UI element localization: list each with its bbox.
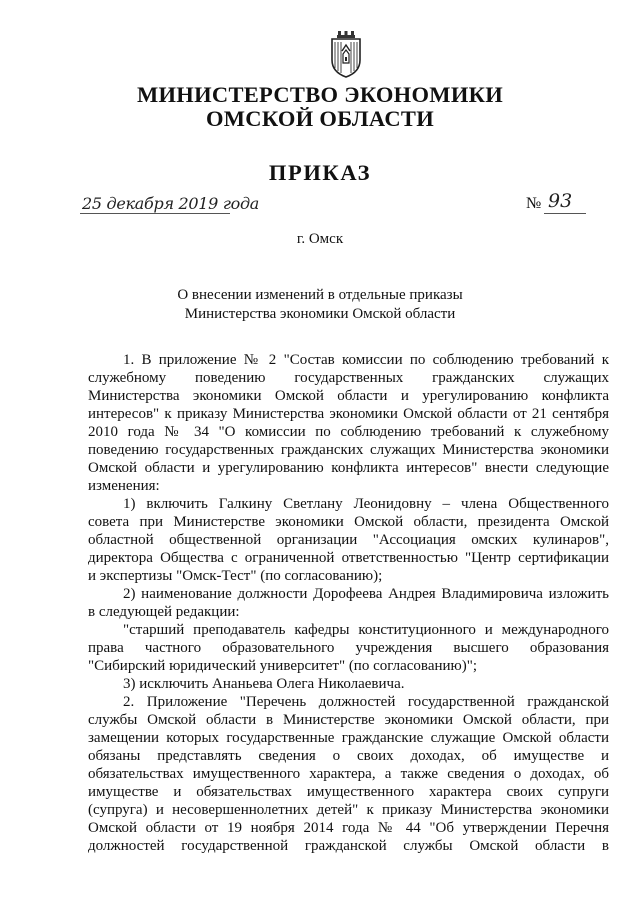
body-line: изменения: xyxy=(88,478,160,494)
body-line: права частного образовательного учреждения высшего образования xyxy=(88,640,609,656)
body-line: "Сибирский юридический университет" (по согласованию)"; xyxy=(88,658,478,674)
body-line: "старший преподаватель кафедры конституционного и международного xyxy=(123,622,609,638)
ministry-name-line2: ОМСКОЙ ОБЛАСТИ xyxy=(205,106,435,131)
body-line: замещении которых государственные гражданские служащие Омской области xyxy=(88,730,609,746)
order-body xyxy=(88,351,609,855)
body-line: обязаны представлять сведения о своих доходах, об имуществе и xyxy=(88,748,609,764)
body-line: и экспертизы "Омск-Тест" (по согласованию); xyxy=(88,568,383,584)
document-type-title: ПРИКАЗ xyxy=(268,160,372,185)
handwritten-number: 93 xyxy=(548,190,573,212)
body-line: Омской области и урегулированию конфликта интересов" внести следующие xyxy=(88,460,609,476)
body-line: Омской области от 19 ноября 2014 года № 44 "Об утверждении Перечня xyxy=(88,820,609,836)
city-line: г. Омск xyxy=(296,231,344,247)
body-line: Министерства экономики Омской области и урегулированию конфликта xyxy=(88,388,609,404)
handwritten-date: 25 декабря 2019 года xyxy=(82,194,260,213)
body-line: в следующей редакции: xyxy=(88,604,240,620)
subject-line-1: О внесении изменений в отдельные приказы xyxy=(177,287,463,303)
date-underline xyxy=(80,213,230,214)
omsk-coat-of-arms-icon xyxy=(329,30,363,78)
ministry-name-line1: МИНИСТЕРСТВО ЭКОНОМИКИ xyxy=(136,82,504,107)
body-line: поведению государственных гражданских служащих Министерства экономики xyxy=(88,442,609,458)
body-line: служебному поведению государственных гражданских служащих xyxy=(88,370,609,386)
body-line: областной общественной организации "Ассоциация омских кулинаров", xyxy=(88,532,609,548)
body-line: (супруга) и несовершеннолетних детей" к приказу Министерства экономики xyxy=(88,802,609,818)
body-line: директора Общества с ограниченной ответственностью "Центр сертификации xyxy=(88,550,609,566)
subject-heading xyxy=(0,286,640,324)
body-line: интересов" к приказу Министерства экономики Омской области от 21 сентября xyxy=(88,406,609,422)
body-line: имуществе и обязательствах имущественного характера своих супруги xyxy=(88,784,609,800)
body-line: обязательствах имущественного характера, а также сведения о доходах, об xyxy=(88,766,609,782)
body-line: 1) включить Галкину Светлану Леонидовну – члена Общественного xyxy=(123,496,609,512)
number-sign: № xyxy=(526,195,542,212)
body-line: совета при Министерстве экономики Омской области, президента Омской xyxy=(88,514,609,530)
body-line: службы Омской области в Министерстве экономики Омской области, при xyxy=(88,712,609,728)
body-line: 2) наименование должности Дорофеева Андрея Владимировича изложить xyxy=(123,586,609,602)
subject-line-2: Министерства экономики Омской области xyxy=(184,306,456,322)
body-line: должностей государственной гражданской службы Омской области в xyxy=(88,838,609,854)
number-underline xyxy=(544,213,586,214)
body-line: 1. В приложение № 2 "Состав комиссии по соблюдению требований к xyxy=(123,352,609,368)
body-line: 2010 года № 34 "О комиссии по соблюдению требований к служебному xyxy=(88,424,609,440)
body-line: 3) исключить Ананьева Олега Николаевича. xyxy=(123,676,405,692)
body-line: 2. Приложение "Перечень должностей государственной гражданской xyxy=(123,694,609,710)
